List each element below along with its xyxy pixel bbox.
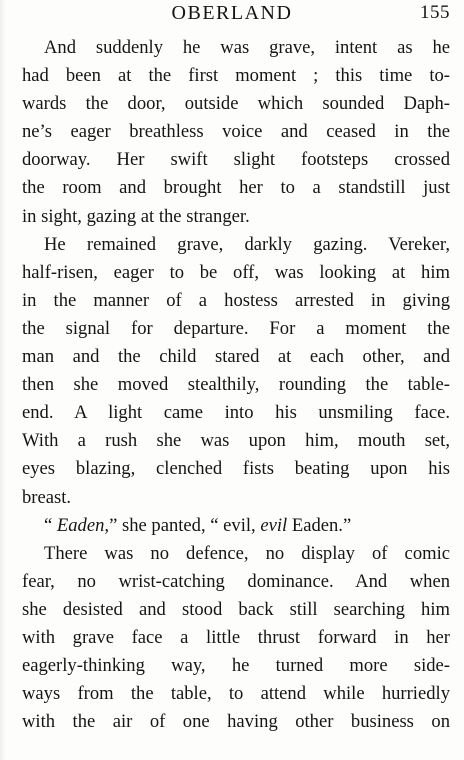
page-number: 155	[420, 2, 450, 23]
text-line: breast.	[22, 486, 72, 508]
text-segment: “	[44, 514, 57, 536]
text-line: man and the child stared at each other, and	[22, 346, 450, 368]
text-line: doorway. Her swift slight footsteps crossed	[22, 149, 450, 171]
text-line: end. A light came into his unsmiling face.	[22, 402, 450, 424]
text-line: fear, no wrist-catching dominance. And when	[22, 570, 450, 592]
text-line: ne’s eager breathless voice and ceased in the	[22, 121, 450, 143]
text-line: in the manner of a hostess arrested in giving	[22, 289, 450, 311]
text-line: with the air of one having other business on	[22, 711, 450, 733]
text-segment: ” she panted, “ evil,	[109, 514, 261, 536]
text-line: eyes blazing, clenched fists beating upon his	[22, 458, 450, 480]
text-line: wards the door, outside which sounded Daph-	[22, 93, 450, 115]
text-line: she desisted and stood back still searching him	[22, 598, 450, 620]
paragraph-2	[22, 231, 450, 512]
text-line: ways from the table, to attend while hurriedly	[22, 683, 450, 705]
text-line: There was no defence, no display of comic	[44, 542, 450, 564]
text-line: the signal for departure. For a moment the	[22, 317, 450, 339]
text-line: in sight, gazing at the stranger.	[22, 205, 250, 227]
italic-segment: Eaden,	[56, 514, 110, 536]
text-line	[22, 512, 450, 540]
text-line: with grave face a little thrust forward in her	[22, 626, 450, 648]
paragraph-3-dialogue	[22, 512, 450, 540]
text-line: With a rush she was upon him, mouth set,	[22, 430, 450, 452]
body-text	[22, 34, 450, 736]
text-line: the room and brought her to a standstill just	[22, 177, 450, 199]
text-line: half-risen, eager to be off, was looking at him	[22, 261, 450, 283]
paragraph-1	[22, 34, 450, 231]
text-segment: Eaden.”	[287, 514, 352, 536]
running-head	[0, 2, 464, 26]
text-line: He remained grave, darkly gazing. Vereker,	[44, 233, 450, 255]
running-title: OBERLAND	[171, 2, 293, 24]
paragraph-4	[22, 540, 450, 737]
text-line: And suddenly he was grave, intent as he	[44, 37, 450, 58]
text-line: then she moved stealthily, rounding the table-	[22, 374, 450, 396]
page-edge-shadow	[0, 0, 6, 760]
text-line: eagerly-thinking way, he turned more side-	[22, 655, 450, 677]
italic-segment: evil	[260, 514, 288, 536]
text-line: had been at the first moment ; this time to-	[22, 65, 450, 87]
